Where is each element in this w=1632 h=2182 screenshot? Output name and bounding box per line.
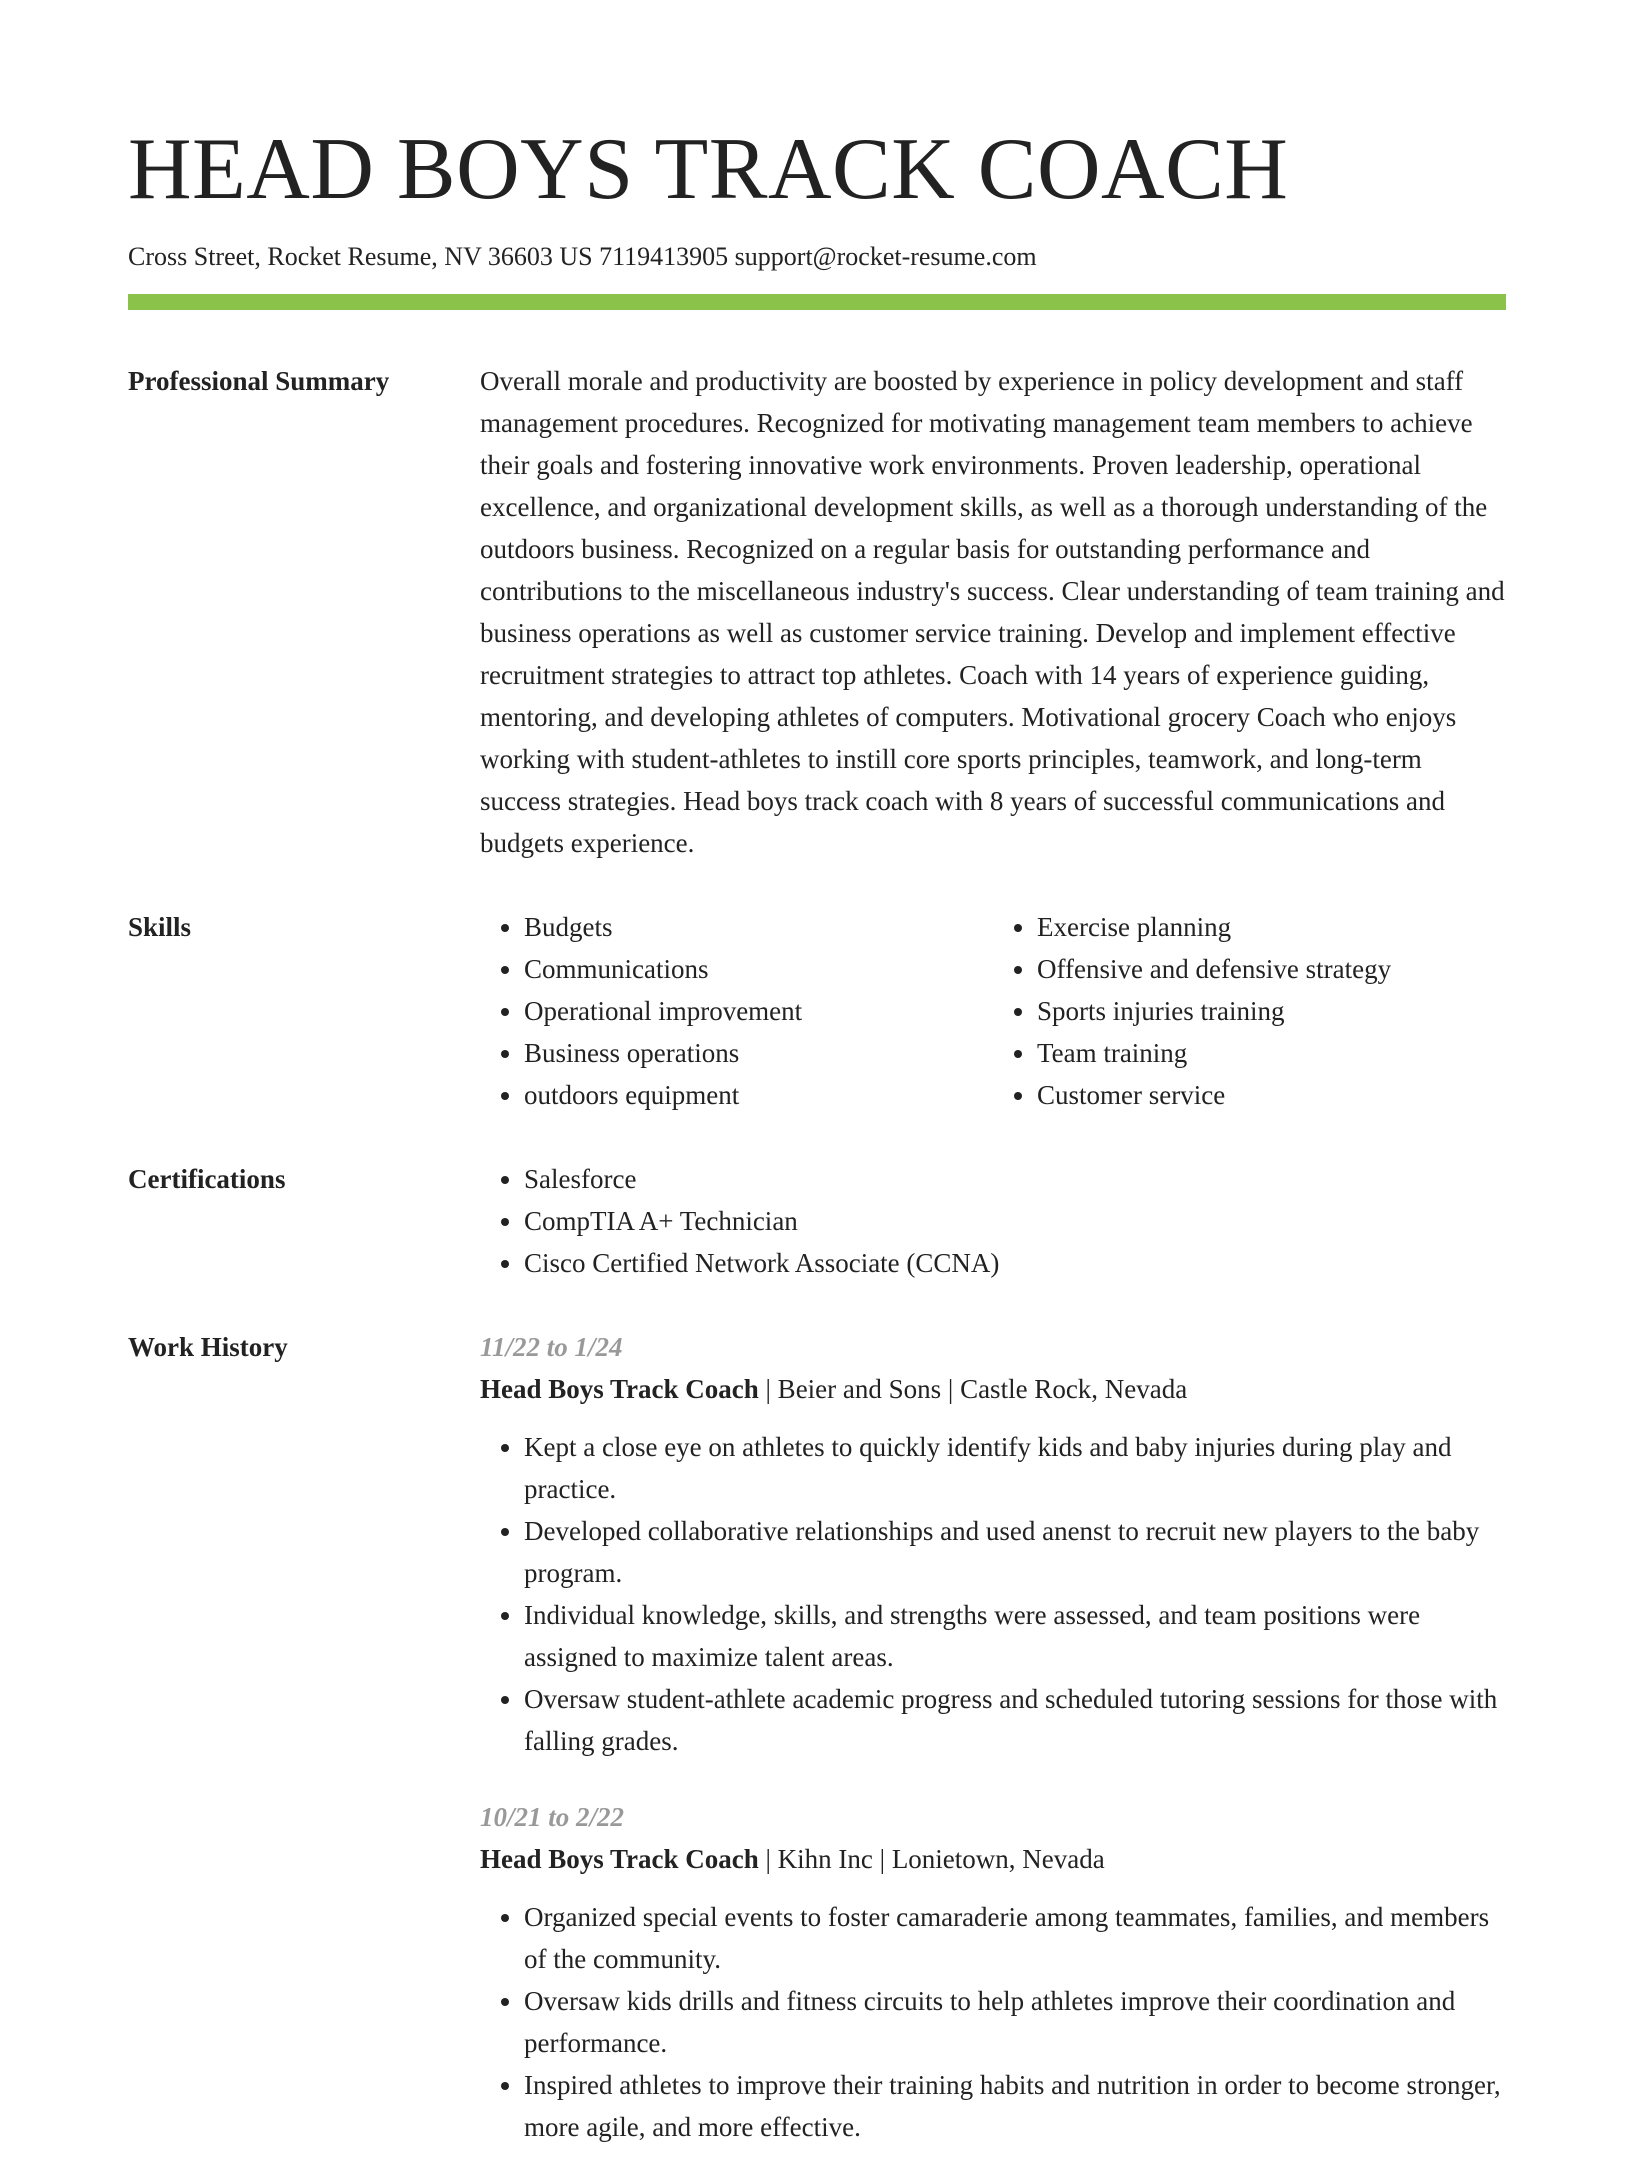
work-history-heading: Work History [128,1332,288,1362]
contact-line [128,240,1506,274]
skill-item: • outdoors equipment [524,1074,993,1116]
certification-item: • CompTIA A+ Technician [524,1200,1506,1242]
skills-section [128,906,1506,1116]
job-dates: 10/21 to 2/22 [480,1802,625,1832]
job-title: Head Boys Track Coach [480,1374,759,1404]
summary-heading: Professional Summary [128,366,390,396]
skill-item: • Operational improvement [524,990,993,1032]
certifications-list [480,1158,1506,1284]
certifications-heading: Certifications [128,1164,286,1194]
skill-item: • Business operations [524,1032,993,1074]
summary-section [128,360,1506,864]
job-heading [480,1368,1506,1410]
skills-columns [480,906,1506,1116]
summary-text: Overall morale and productivity are boosted by experience in policy development and staff management procedures. Recognized for motivating management team members to achieve their goals and fostering innovative work environments. Proven leadership, operational excellence, and organizational development skills, as well as a thorough understanding of the outdoors business. Recognized on a regular basis for outstanding performance and contributions to the miscellaneous industry's success. Clear understanding of team training and business operations as well as customer service training. Develop and implement effective recruitment strategies to attract top athletes. Coach with 14 years of experience guiding, mentoring, and developing athletes of computers. Motivational grocery Coach who enjoys working with student-athletes to instill core sports principles, teamwork, and long-term success strategies. Head boys track coach with 8 years of successful communications and budgets experience. [480,366,1505,858]
job-bullets [480,1896,1506,2148]
job-heading [480,1838,1506,1880]
certifications-body [480,1158,1506,1284]
work-history-section [128,1326,1506,2182]
job-bullet: • Organized special events to foster camaraderie among teammates, families, and members of the community. [524,1896,1506,1980]
skill-item: • Team training [1037,1032,1506,1074]
resume-page [128,120,1506,2182]
job-bullet: • Oversaw student-athlete academic progress and scheduled tutoring sessions for those with falling grades. [524,1678,1506,1762]
job-employer-location: | Beier and Sons | Castle Rock, Nevada [758,1374,1188,1404]
job-title: Head Boys Track Coach [480,1844,759,1874]
job-bullet: • Developed collaborative relationships and used anenst to recruit new players to the baby program. [524,1510,1506,1594]
job-bullet: • Oversaw kids drills and fitness circuits to help athletes improve their coordination and performance. [524,1980,1506,2064]
phone: 7119413905 [599,242,729,271]
job-bullet: • Inspired athletes to improve their training habits and nutrition in order to become stronger, more agile, and more effective. [524,2064,1506,2148]
job-bullets [480,1426,1506,1762]
skills-list-right [993,906,1506,1116]
skill-item: • Exercise planning [1037,906,1506,948]
skills-list-left [480,906,993,1116]
job-dates: 11/22 to 1/24 [480,1332,623,1362]
certification-item: • Cisco Certified Network Associate (CCNA) [524,1242,1506,1284]
skills-heading: Skills [128,912,192,942]
email: support@rocket-resume.com [734,242,1037,271]
certifications-section [128,1158,1506,1284]
job-entry [480,1796,1506,2148]
job-bullet: • Individual knowledge, skills, and strengths were assessed, and team positions were assigned to maximize talent areas. [524,1594,1506,1678]
job-entry [480,1326,1506,1762]
certification-item: • Salesforce [524,1158,1506,1200]
summary-body [480,360,1506,864]
header-divider [128,294,1506,310]
candidate-name: HEAD BOYS TRACK COACH [128,121,1289,218]
job-bullet: • Kept a close eye on athletes to quickly identify kids and baby injuries during play and practice. [524,1426,1506,1510]
address: Cross Street, Rocket Resume, NV 36603 US [128,242,593,271]
job-employer-location: | Kihn Inc | Lonietown, Nevada [758,1844,1105,1874]
skill-item: • Communications [524,948,993,990]
skills-body [480,906,1506,1116]
skill-item: • Offensive and defensive strategy [1037,948,1506,990]
skill-item: • Sports injuries training [1037,990,1506,1032]
skill-item: • Budgets [524,906,993,948]
skill-item: • Customer service [1037,1074,1506,1116]
work-history-body [480,1326,1506,2182]
